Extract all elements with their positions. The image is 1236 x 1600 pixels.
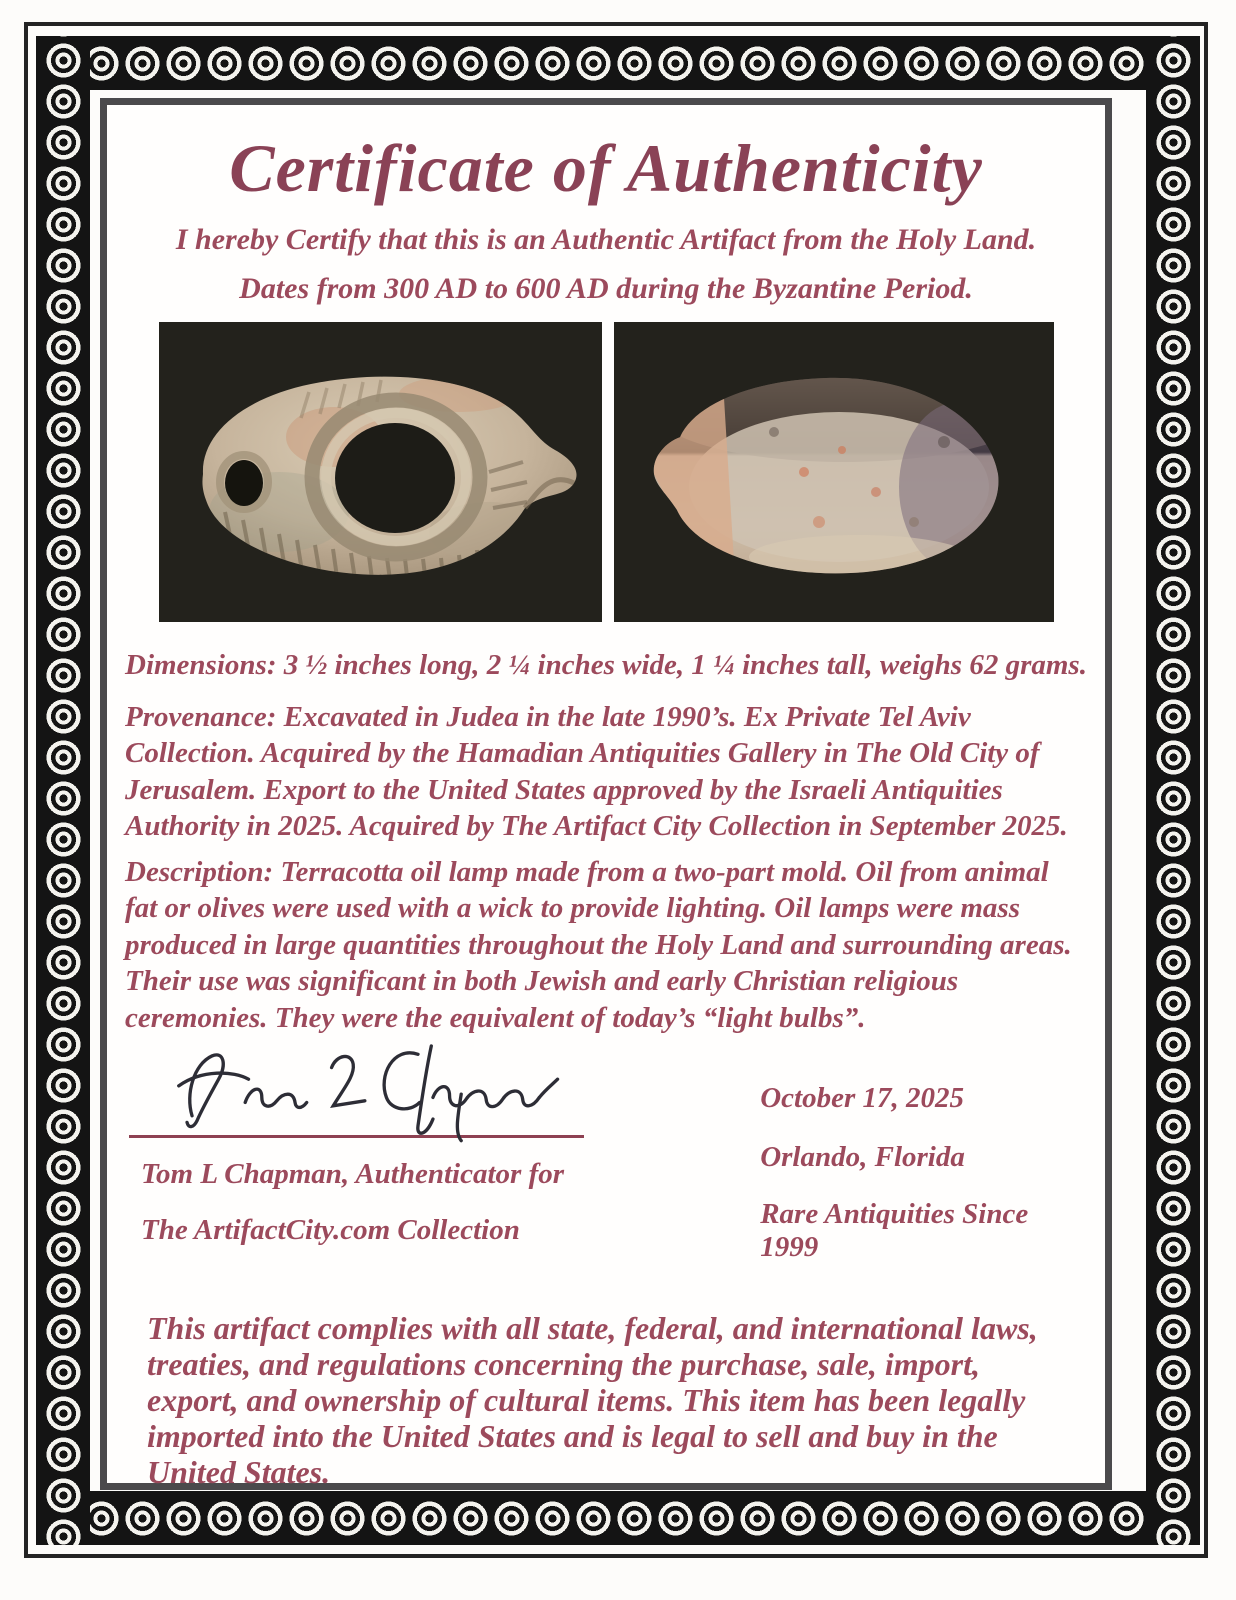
section-paragraphs [119,647,1093,1036]
dimensions-text: 3 ½ inches long, 2 ¼ inches wide, 1 ¼ inches tall, weighs 62 grams. [283,649,1087,681]
signature-block [129,1036,1093,1264]
certificate-title: Certificate of Authenticity [229,130,983,206]
description-text: Terracotta oil lamp made from a two-part mold. Oil from animal fat or olives were used with a wick to provide lighting. Oil lamps were mass produced in large quantities throughout the Holy Land and surrounding areas. Their use was significant in both Jewish and early Christian religious ceremonies. They were the equivalent of today’s “light bulbs”. [125,855,1072,1034]
ornament-band-top [36,36,1200,90]
ornament-band-bottom [36,1491,1200,1545]
certify-statement: I hereby Certify that this is an Authentic Artifact from the Holy Land. [175,223,1037,256]
authenticator-line: Tom L Chapman, Authenticator for [141,1158,565,1190]
dimensions-label: Dimensions: [125,649,277,681]
artifact-photo-bottom-view [614,322,1054,622]
dimensions-paragraph [125,647,1087,684]
signature-column [129,1036,688,1264]
ornament-band-left [36,36,90,1545]
legal-paragraph: This artifact complies with all state, federal, and international laws, treaties, and regulations concerning the purchase, sale, import, export, and ownership of cultural items. This item has been legally imported into the United States and is legal to sell and buy in the United States. [147,1310,1038,1490]
inner-frame [100,98,1112,1490]
artifact-photo-top-view [159,322,602,622]
company-tagline: Rare Antiquities Since 1999 [760,1198,1029,1263]
certificate-location: Orlando, Florida [760,1141,965,1173]
date-column [760,1036,1093,1264]
signature-ink-image [129,1036,599,1144]
description-paragraph [125,854,1087,1037]
dating-statement: Dates from 300 AD to 600 AD during the Byzantine Period. [239,272,973,305]
photo-row [119,322,1093,622]
oil-lamp-top-view-image [159,322,602,622]
provenance-label: Provenance: [125,700,277,733]
provenance-paragraph [125,699,1087,845]
description-label: Description: [125,855,274,888]
ornament-band-right [1146,36,1200,1545]
certificate-date: October 17, 2025 [760,1082,964,1114]
collection-line: The ArtifactCity.com Collection [141,1214,520,1246]
provenance-text: Excavated in Judea in the late 1990’s. Ex Private Tel Aviv Collection. Acquired by the Hamadian Antiquities Gallery in The Old City of Jerusalem. Export to the United States approved by the Israeli Antiquities Authority in 2025. Acquired by The Artifact City Collection in September 2025. [125,700,1068,842]
oil-lamp-bottom-view-image [614,322,1054,622]
certificate-content [107,105,1105,1490]
